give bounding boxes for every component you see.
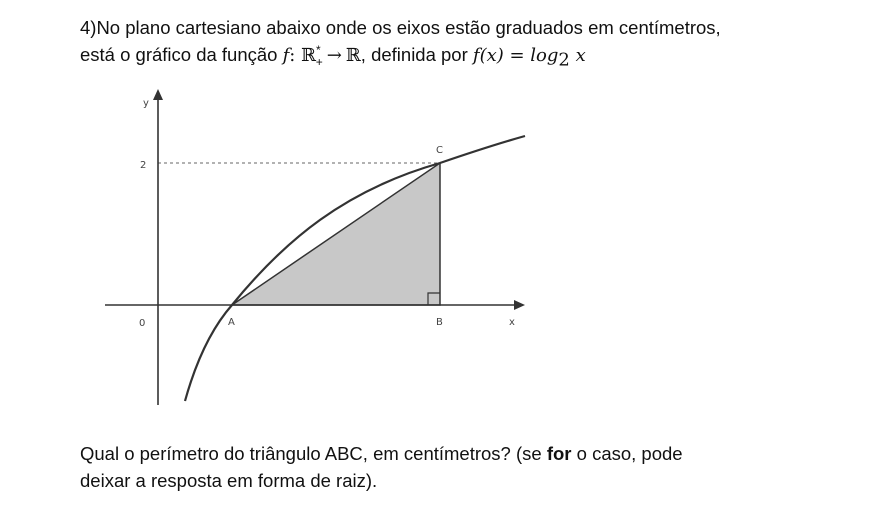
ask-line-2: deixar a resposta em forma de raiz). [80,470,378,491]
triangle-abc [232,163,440,305]
function-name: f [282,45,290,66]
y-tick-label-2: 2 [140,160,147,171]
question-ask [80,440,683,494]
function-definition-lhs: f(x) [472,45,504,66]
log-symbol: log [530,45,559,66]
question-line-2: está o gráfico da função f: ℝ*$_+$ → ℝ, definida por $f(x) = \log_2 x$ [80,42,586,71]
point-a-label: A [228,317,235,328]
codomain-set: ℝ [345,45,361,66]
question-intro [80,14,721,69]
bold-for: for [546,443,572,464]
ask-line-1: Qual o perímetro do triângulo ABC, em centímetros? (se for o caso, pode [80,443,683,464]
question-line-1: 4)No plano cartesiano abaixo onde os eixos estão graduados em centímetros, [80,17,721,38]
x-axis-arrow [514,300,525,310]
log-graph-figure [95,85,535,410]
point-c-label: C [436,145,443,156]
graph-svg [95,85,535,410]
x-axis-label: x [509,317,515,328]
domain-set: ℝ [301,45,317,66]
y-axis-arrow [153,89,163,100]
origin-label: 0 [139,318,146,329]
arrow-symbol: → [326,45,342,66]
y-axis-label: y [143,98,149,109]
point-b-label: B [436,317,443,328]
